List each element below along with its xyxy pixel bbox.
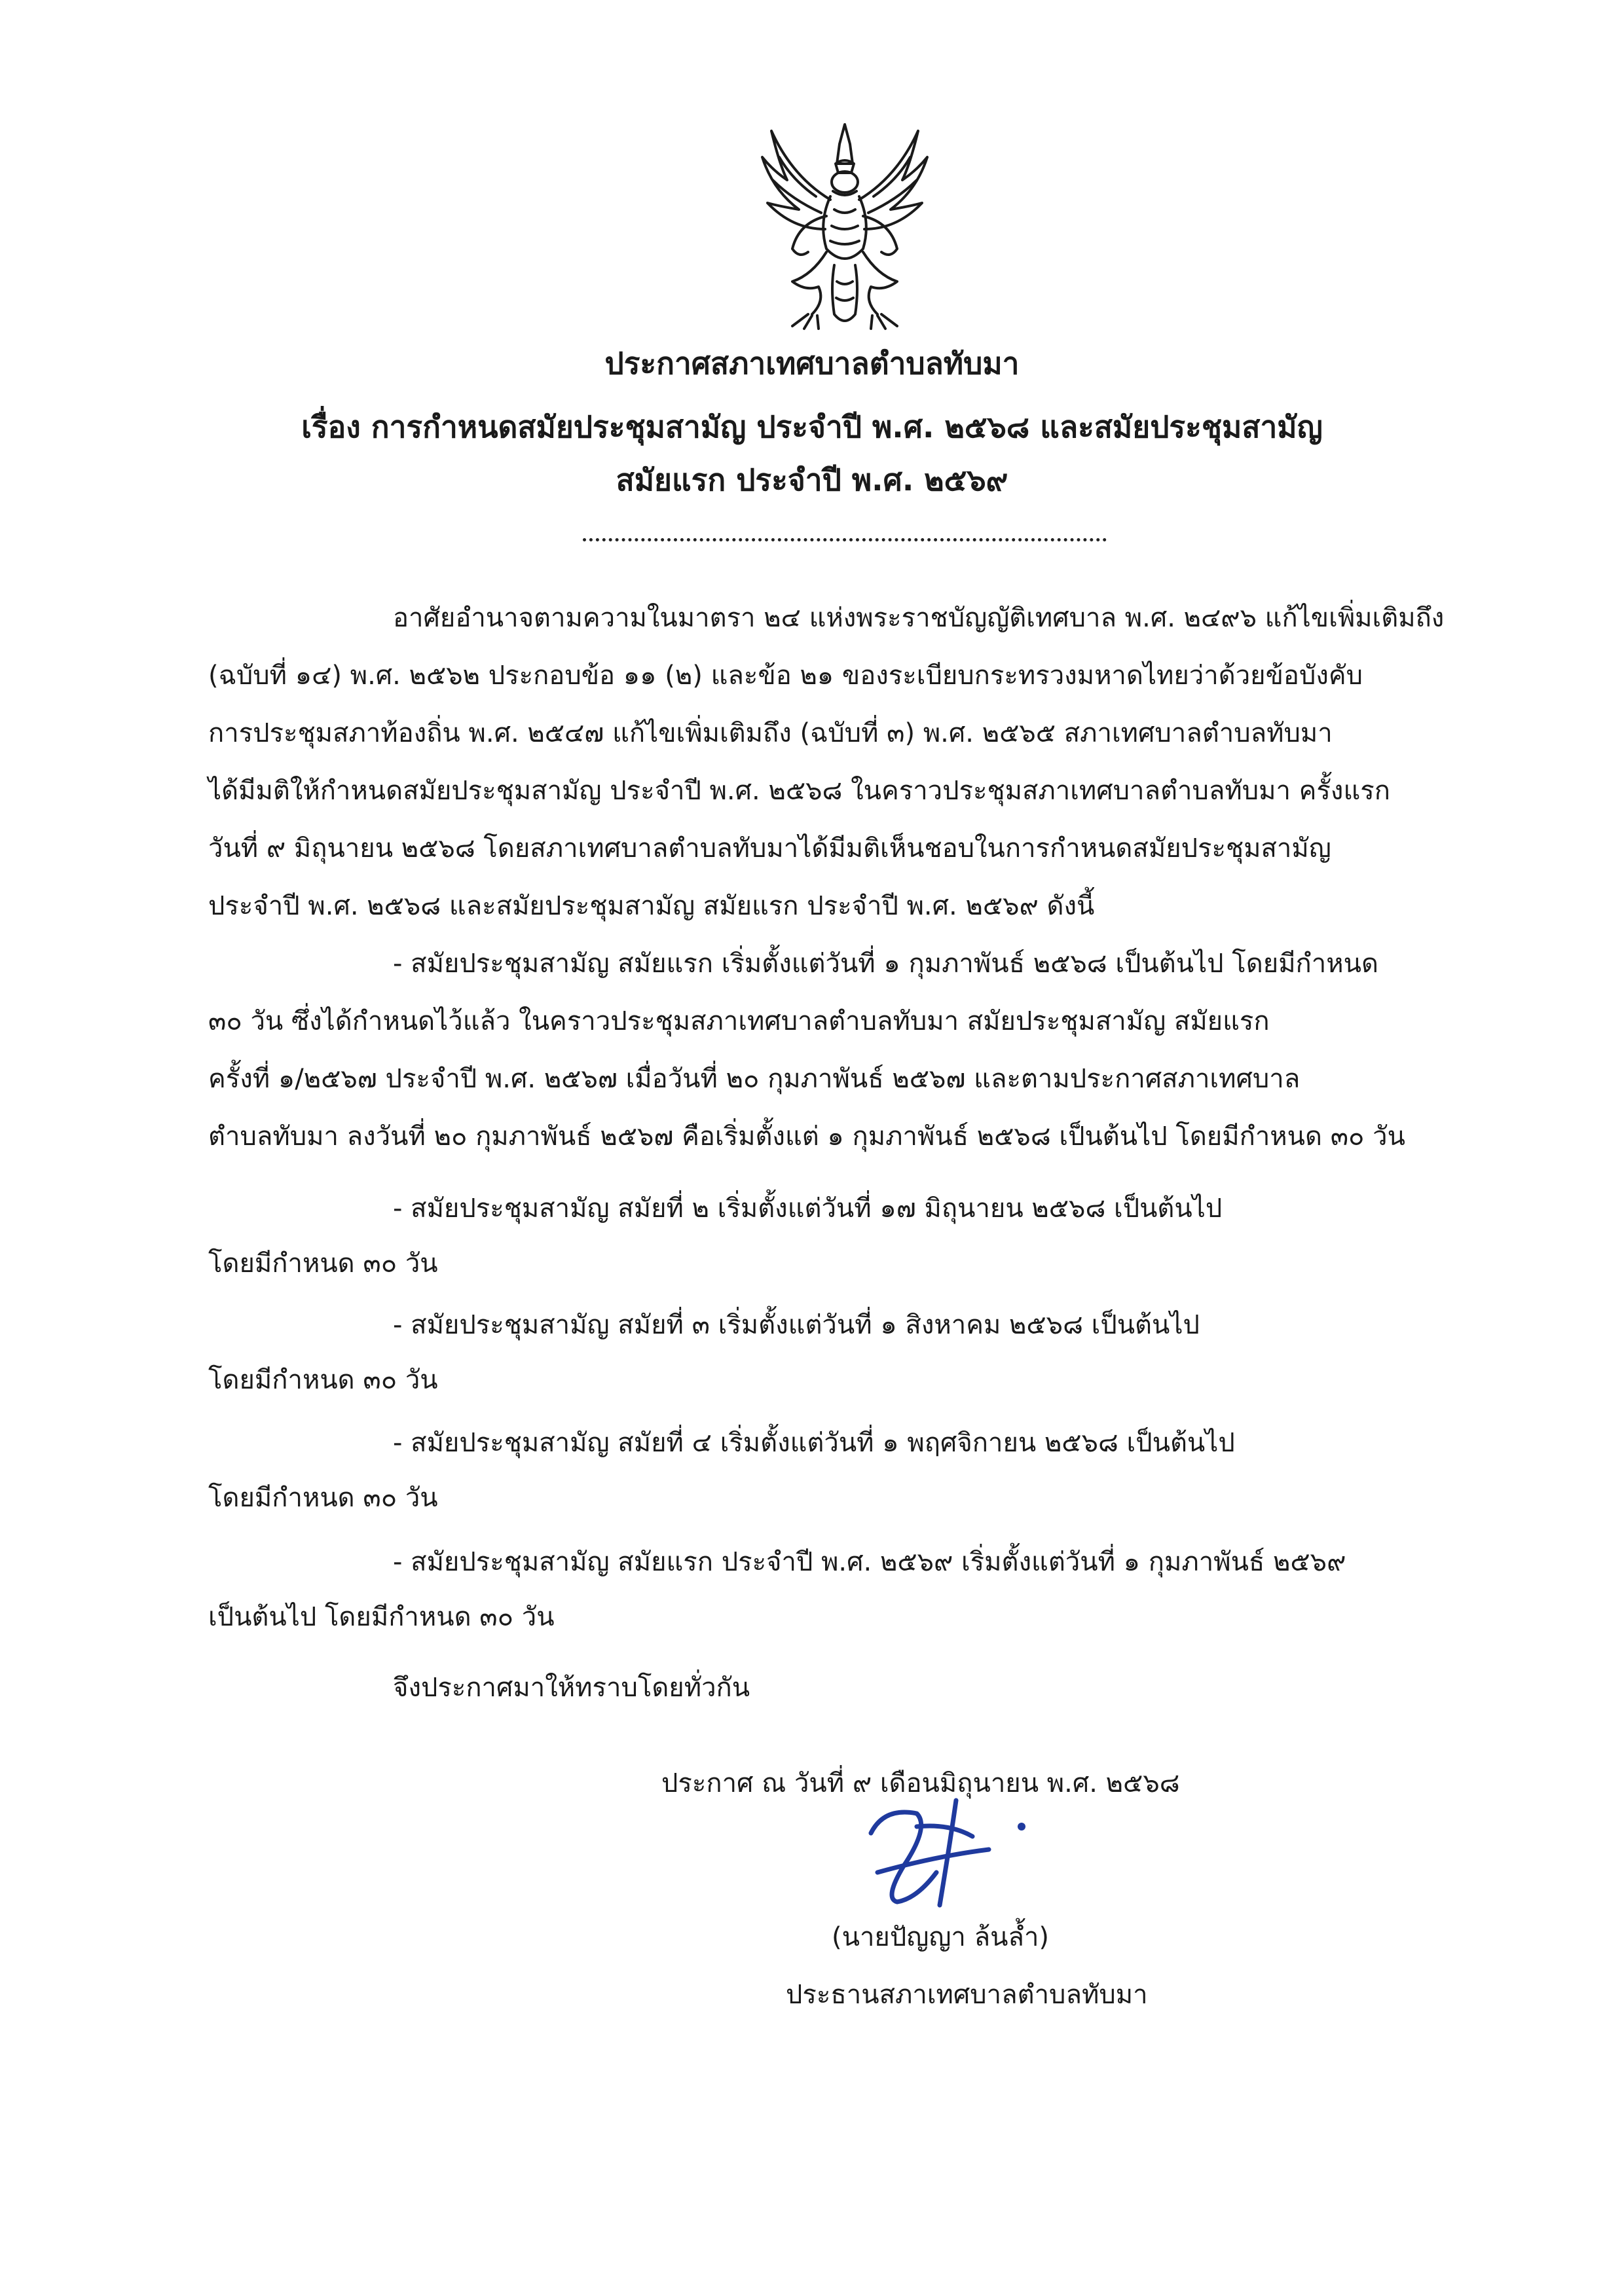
signatory-position: ประธานสภาเทศบาลตำบลทับมา xyxy=(786,1980,1148,2010)
session-item-3-cont: โดยมีกำหนด ๓๐ วัน xyxy=(208,1365,438,1395)
paragraph-line: วันที่ ๙ มิถุนายน ๒๕๖๘ โดยสภาเทศบาลตำบลทับมาได้มีมติเห็นชอบในการกำหนดสมัยประชุมสามัญ xyxy=(208,833,1331,864)
session-item-3: - สมัยประชุมสามัญ สมัยที่ ๓ เริ่มตั้งแต่วันที่ ๑ สิงหาคม ๒๕๖๘ เป็นต้นไป xyxy=(393,1310,1200,1340)
closing-statement: จึงประกาศมาให้ทราบโดยทั่วกัน xyxy=(393,1673,750,1703)
announcement-subject: เรื่อง การกำหนดสมัยประชุมสามัญ ประจำปี พ.ศ. ๒๕๖๘ และสมัยประชุมสามัญ xyxy=(301,409,1323,445)
session-item-1-cont: ครั้งที่ ๑/๒๕๖๗ ประจำปี พ.ศ. ๒๕๖๗ เมื่อวันที่ ๒๐ กุมภาพันธ์ ๒๕๖๗ และตามประกาศสภาเทศบาล xyxy=(208,1064,1301,1094)
signatory-name: (นายปัญญา ล้นล้ำ) xyxy=(832,1922,1050,1952)
paragraph-line: อาศัยอำนาจตามความในมาตรา ๒๔ แห่งพระราชบัญญัติเทศบาล พ.ศ. ๒๔๙๖ แก้ไขเพิ่มเติมถึง xyxy=(393,603,1445,633)
announcement-date: ประกาศ ณ วันที่ ๙ เดือนมิถุนายน พ.ศ. ๒๕๖๘ xyxy=(661,1768,1180,1798)
session-item-1-cont: ตำบลทับมา ลงวันที่ ๒๐ กุมภาพันธ์ ๒๕๖๗ คือเริ่มตั้งแต่ ๑ กุมภาพันธ์ ๒๕๖๘ เป็นต้นไป โดยมีกำหนด ๓๐ วัน xyxy=(208,1121,1405,1152)
session-item-2-cont: โดยมีกำหนด ๓๐ วัน xyxy=(208,1248,438,1279)
paragraph-line: (ฉบับที่ ๑๔) พ.ศ. ๒๕๖๒ ประกอบข้อ ๑๑ (๒) และข้อ ๒๑ ของระเบียบกระทรวงมหาดไทยว่าด้วยข้อบังคับ xyxy=(208,661,1363,691)
session-item-4-cont: โดยมีกำหนด ๓๐ วัน xyxy=(208,1483,438,1513)
session-item-2: - สมัยประชุมสามัญ สมัยที่ ๒ เริ่มตั้งแต่วันที่ ๑๗ มิถุนายน ๒๕๖๘ เป็นต้นไป xyxy=(393,1194,1223,1224)
announcement-title: ประกาศสภาเทศบาลตำบลทับมา xyxy=(604,346,1020,381)
paragraph-line: ได้มีมติให้กำหนดสมัยประชุมสามัญ ประจำปี พ.ศ. ๒๕๖๘ ในคราวประชุมสภาเทศบาลตำบลทับมา ครั้งแรก xyxy=(208,776,1390,806)
session-item-1: - สมัยประชุมสามัญ สมัยแรก เริ่มตั้งแต่วันที่ ๑ กุมภาพันธ์ ๒๕๖๘ เป็นต้นไป โดยมีกำหนด xyxy=(393,949,1378,979)
announcement-subject-cont: สมัยแรก ประจำปี พ.ศ. ๒๕๖๙ xyxy=(616,462,1008,498)
session-item-5: - สมัยประชุมสามัญ สมัยแรก ประจำปี พ.ศ. ๒๕๖๙ เริ่มตั้งแต่วันที่ ๑ กุมภาพันธ์ ๒๕๖๙ xyxy=(393,1547,1346,1577)
signature-image xyxy=(858,1787,1048,1912)
paragraph-line: การประชุมสภาท้องถิ่น พ.ศ. ๒๕๔๗ แก้ไขเพิ่มเติมถึง (ฉบับที่ ๓) พ.ศ. ๒๕๖๕ สภาเทศบาลตำบลทับมา xyxy=(208,718,1333,748)
session-item-1-cont: ๓๐ วัน ซึ่งได้กำหนดไว้แล้ว ในคราวประชุมสภาเทศบาลตำบลทับมา สมัยประชุมสามัญ สมัยแรก xyxy=(208,1006,1270,1036)
session-item-5-cont: เป็นต้นไป โดยมีกำหนด ๓๐ วัน xyxy=(208,1602,555,1632)
garuda-emblem-icon xyxy=(753,118,936,334)
session-item-4: - สมัยประชุมสามัญ สมัยที่ ๔ เริ่มตั้งแต่วันที่ ๑ พฤศจิกายน ๒๕๖๘ เป็นต้นไป xyxy=(393,1428,1235,1458)
title-divider xyxy=(583,538,1107,541)
paragraph-line: ประจำปี พ.ศ. ๒๕๖๘ และสมัยประชุมสามัญ สมัยแรก ประจำปี พ.ศ. ๒๕๖๙ ดังนี้ xyxy=(208,891,1095,921)
